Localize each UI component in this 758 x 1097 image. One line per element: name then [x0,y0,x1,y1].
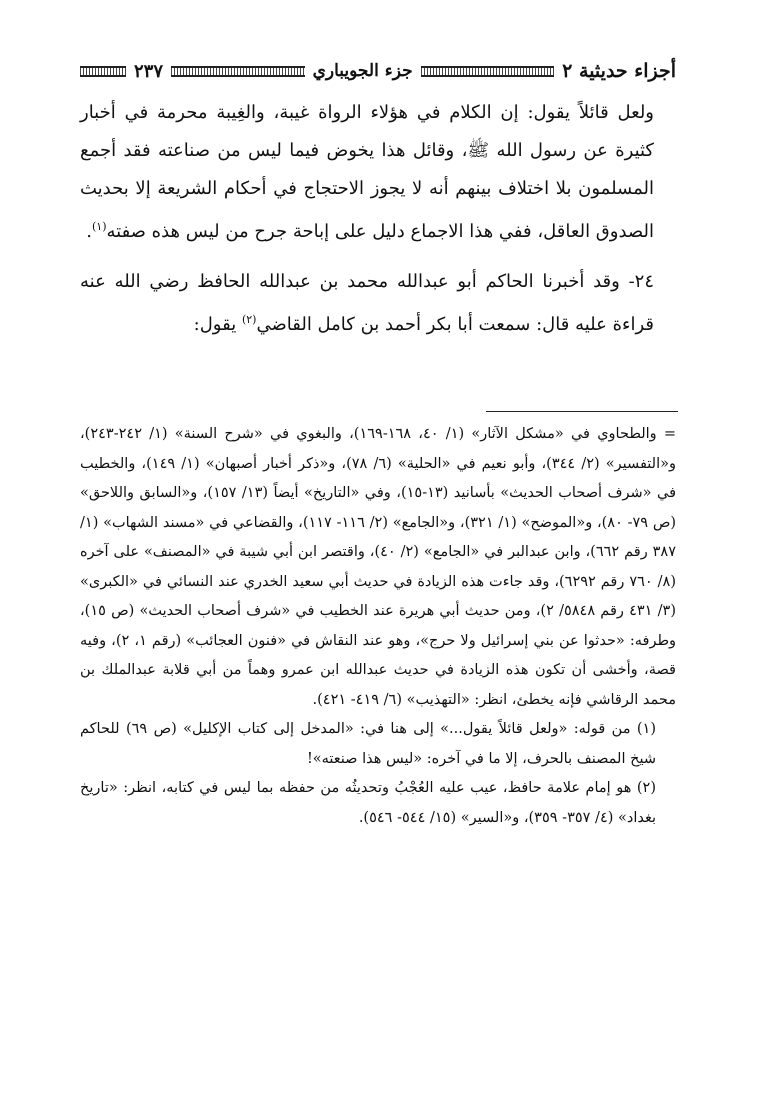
paragraph-gheeba [80,94,676,251]
paragraph-gheeba-text: ولعل قائلاً يقول: إن الكلام في هؤلاء الرواة غيبة، والغِيبة محرمة في أخبار كثيرة عن رسول الله ﷺ، وقائل هذا يخوض فيما ليس من صناعته فقد أجمع المسلمون بلا اختلاف بينهم أنه لا يجوز الاحتجاج في أحكام الشريعة إلا بحديث الصدوق العاقل، ففي هذا الاجماع دليل على إباحة جرح من ليس هذه صفته [80,102,654,242]
header-rule-right [171,66,305,77]
main-text [80,94,676,344]
running-header [80,56,676,86]
part-title: جزء الجويباري [312,61,413,81]
page-number: ٢٣٧ [134,60,164,82]
footnote-1: (١) من قوله: «ولعل قائلاً يقول...» إلى هنا في: «المدخل إلى كتاب الإكليل» (ص ٦٩) للحاكم شيخ المصنف بالحرف، إلا ما في آخره: «ليس هذا صنعته»! [80,721,656,767]
header-rule-left [421,66,555,77]
footnote-2: (٢) هو إمام علامة حافظ، عيب عليه العُجْبُ وتحديثُه من حفظه بما ليس في كتابه، انظر: «تاريخ بغداد» (٤/ ٣٥٧- ٣٥٩)، و«السير» (١٥/ ٥٤٤- ٥٤٦). [80,780,656,826]
footnote-continued: = والطحاوي في «مشكل الآثار» (١/ ٤٠، ١٦٨-١٦٩)، والبغوي في «شرح السنة» (١/ ٢٤٢-٢٤٣)، و«التفسير» (٢/ ٣٤٤)، وأبو نعيم في «الحلية» (٦/ ٧٨)، و«ذكر أخبار أصبهان» (١/ ١٤٩)، والخطيب في «شرف أصحاب الحديث» بأسانيد (١٣-١٥)، وفي «التاريخ» أيضاً (١٣/ ١٥٧)، و«السابق واللاحق» (ص ٧٩- ٨٠)، و«الموضح» (١/ ٣٢١)، و«الجامع» (٢/ ١١٦- ١١٧)، والقضاعي في «مسند الشهاب» (١/ ٣٨٧ رقم ٦٦٢)، وابن عبدالبر في «الجامع» (٢/ ٤٠)، واقتصر ابن أبي شيبة في «المصنف» على آخره (٨/ ٧٦٠ رقم ٦٢٩٢)، وقد جاءت هذه الزيادة في حديث أبي سعيد الخدري عند النسائي في «الكبرى» (٣/ ٤٣١ رقم ٥٨٤٨/ ٢)، ومن حديث أبي هريرة عند الخطيب في «شرف أصحاب الحديث» (ص ١٥)، وطرفه: «حدثوا عن بني إسرائيل ولا حرج»، وهو عند النقاش في «فنون العجائب» (رقم ١، ٢)، وفيه قصة، وأخشى أن تكون هذه الزيادة في حديث عبدالله ابن عمرو وهماً من أبي قلابة عبدالملك بن محمد الرقاشي فإنه يخطئ، انظر: «التهذيب» (٦/ ٤١٩- ٤٢١). [80,426,677,708]
book-title: أجزاء حديثية ٢ [562,60,676,82]
narration-24-text: ٢٤- وقد أخبرنا الحاكم أبو عبدالله محمد بن عبدالله الحافظ رضي الله عنه قراءة عليه قال: سمعت أبا بكر أحمد بن كامل القاضي [80,271,654,335]
footnote-separator [486,411,678,412]
header-rule-end [80,66,126,77]
paragraph-gheeba-end: . [86,221,92,242]
footnote-ref-1: (١) [91,220,107,233]
narration-24 [80,263,676,344]
footnote-ref-2: (٢) [241,313,257,326]
footnotes [80,420,676,833]
narration-24-end: يقول: [193,314,242,335]
